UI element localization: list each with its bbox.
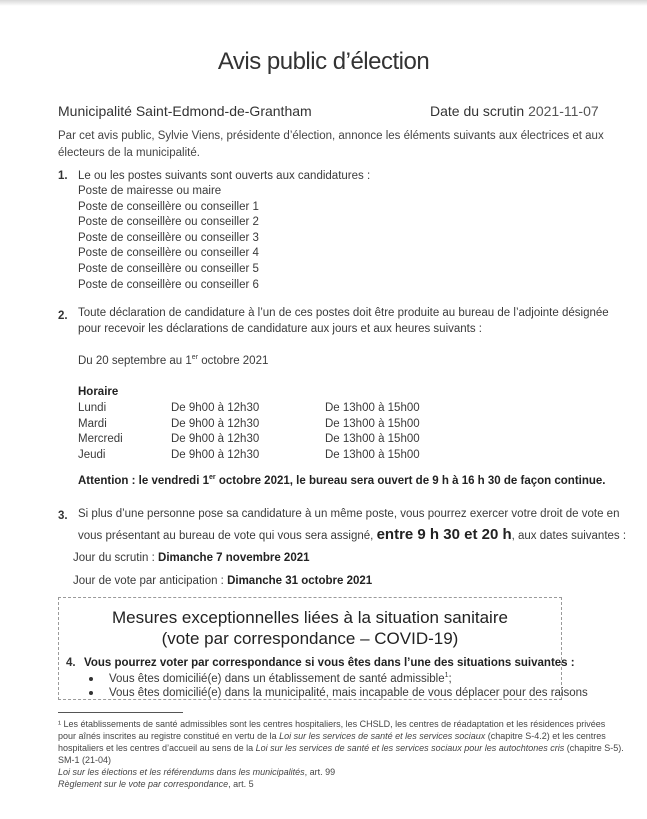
footnote-line: ¹ Les établissements de santé admissibles sont les centres hospitaliers, les CHSLD, les centres de réadaptation et les résidences privées [58, 719, 606, 729]
advance-voting-value: Dimanche 31 octobre 2021 [227, 575, 373, 587]
attention-sup: er [209, 474, 216, 482]
law-title: Loi sur les services de santé et les services sociaux [279, 731, 486, 741]
position-item: Poste de conseillère ou conseiller 1 [78, 200, 259, 213]
section-2-line-2: pour recevoir les déclarations de candidature aux jours et aux heures suivants : [78, 323, 483, 335]
intro-paragraph [58, 128, 618, 162]
advance-voting-day [73, 575, 372, 587]
section-2-number: 2. [58, 310, 68, 322]
bullet-text-end: ; [448, 673, 452, 685]
election-date [430, 103, 599, 119]
covid-bullet-item [89, 687, 588, 699]
voting-hours: entre 9 h 30 et 20 h [376, 526, 512, 543]
law-title: Loi sur les services de santé et les services sociaux pour les autochtones cris [255, 743, 565, 753]
section-4-heading: Vous pourrez voter par correspondance si vous êtes dans l’une des situations suivantes : [84, 657, 575, 669]
section-1-heading: Le ou les postes suivants sont ouverts aux candidatures : [78, 170, 371, 182]
schedule-morning: De 9h00 à 12h30 [171, 433, 260, 446]
period-sup: er [191, 354, 199, 362]
attention-text: Attention : le vendredi 1 [78, 475, 209, 487]
voting-text-end: , aux dates suivantes : [511, 530, 627, 542]
position-item: Poste de conseillère ou conseiller 3 [78, 231, 259, 244]
intro-line-2: électeurs de la municipalité. [58, 147, 200, 159]
schedule-day: Mercredi [78, 433, 123, 446]
positions-list [78, 184, 259, 293]
bullet-text: Vous êtes domicilié(e) dans la municipalité, mais incapable de vous déplacer pour des raisons [109, 687, 588, 699]
election-date-value: 2021-11-07 [528, 103, 599, 119]
voting-text: vous présentant au bureau de vote qui vous sera assigné, [78, 530, 377, 542]
schedule-heading: Horaire [78, 386, 119, 398]
schedule-afternoon: De 13h00 à 15h00 [325, 433, 420, 446]
legal-reference-1 [58, 766, 624, 778]
footnote-line [58, 742, 624, 754]
footnote-1 [58, 718, 624, 790]
footnote-text: (chapitre S-4.2) et les centres [485, 731, 606, 741]
position-item: Poste de conseillère ou conseiller 4 [78, 247, 259, 260]
footnote-ref: 1 [444, 672, 449, 680]
bullet-text: Vous êtes domicilié(e) dans un établissement de santé admissible [109, 673, 445, 685]
law-title: Loi sur les élections et les référendums dans les municipalités [58, 767, 305, 777]
attention-text-end: octobre 2021, le bureau sera ouvert de 9 h à 16 h 30 de façon continue. [215, 475, 606, 487]
attention-notice [78, 475, 605, 487]
footnote-text: hospitaliers et les centres d’accueil au sens de la [58, 743, 256, 753]
intro-line-1: Par cet avis public, Sylvie Viens, présidente d’élection, annonce les éléments suivants aux électrices et aux [58, 130, 604, 142]
period-text-end: octobre 2021 [198, 355, 269, 367]
position-item: Poste de conseillère ou conseiller 6 [78, 278, 259, 291]
page-title: Avis public d’élection [217, 48, 430, 75]
page-top-edge [0, 0, 647, 6]
footnote-text: pour aînés inscrites au registre constitué en vertu de la [58, 731, 280, 741]
covid-measures-box [58, 597, 588, 700]
section-3-line-2 [78, 526, 626, 543]
section-2-line-1: Toute déclaration de candidature à l’un de ces postes doit être produite au bureau de l’adjointe désignée [78, 307, 609, 319]
schedule-afternoon: De 13h00 à 15h00 [325, 402, 420, 414]
article-ref: , art. 5 [228, 779, 254, 789]
position-item: Poste de conseillère ou conseiller 2 [78, 216, 259, 229]
schedule-day: Lundi [78, 402, 107, 414]
covid-bullet-item [89, 673, 452, 685]
schedule-day: Jeudi [78, 448, 106, 461]
schedule-morning: De 9h00 à 12h30 [171, 448, 260, 461]
period-text: Du 20 septembre au 1 [78, 355, 192, 367]
schedule-afternoon: De 13h00 à 15h00 [325, 417, 420, 430]
footnote-separator [58, 712, 183, 713]
submission-period [78, 355, 268, 367]
footnote-text: (chapitre S-5). [564, 743, 624, 753]
schedule-day: Mardi [78, 417, 107, 430]
election-day-value: Dimanche 7 novembre 2021 [158, 552, 310, 564]
form-code: SM-1 (21-04) [58, 755, 112, 765]
election-date-label: Date du scrutin [430, 103, 525, 119]
advance-voting-label: Jour de vote par anticipation : [73, 575, 228, 587]
article-ref: , art. 99 [304, 767, 336, 777]
schedule-morning: De 9h00 à 12h30 [171, 402, 260, 414]
position-item: Poste de conseillère ou conseiller 5 [78, 262, 259, 275]
schedule-afternoon: De 13h00 à 15h00 [325, 448, 420, 461]
bullet-icon [89, 691, 93, 695]
section-1-number: 1. [58, 170, 68, 182]
schedule-morning: De 9h00 à 12h30 [171, 417, 260, 430]
footnote-line [58, 730, 624, 742]
bullet-icon [89, 677, 93, 681]
section-3-number: 3. [58, 510, 68, 522]
law-title: Règlement sur le vote par correspondance [58, 779, 229, 789]
section-4-number: 4. [66, 657, 76, 669]
municipality-name: Municipalité Saint-Edmond-de-Grantham [58, 103, 312, 119]
covid-box-title-2: (vote par correspondance – COVID-19) [161, 629, 459, 648]
legal-reference-2 [58, 778, 624, 790]
election-day-label: Jour du scrutin : [73, 552, 159, 564]
covid-box-title-1: Mesures exceptionnelles liées à la situation sanitaire [112, 608, 508, 627]
section-3-line-1: Si plus d’une personne pose sa candidature à un même poste, vous pourrez exercer votre droit de vote en [78, 508, 620, 520]
position-item: Poste de mairesse ou maire [78, 185, 222, 197]
election-day [73, 552, 310, 564]
